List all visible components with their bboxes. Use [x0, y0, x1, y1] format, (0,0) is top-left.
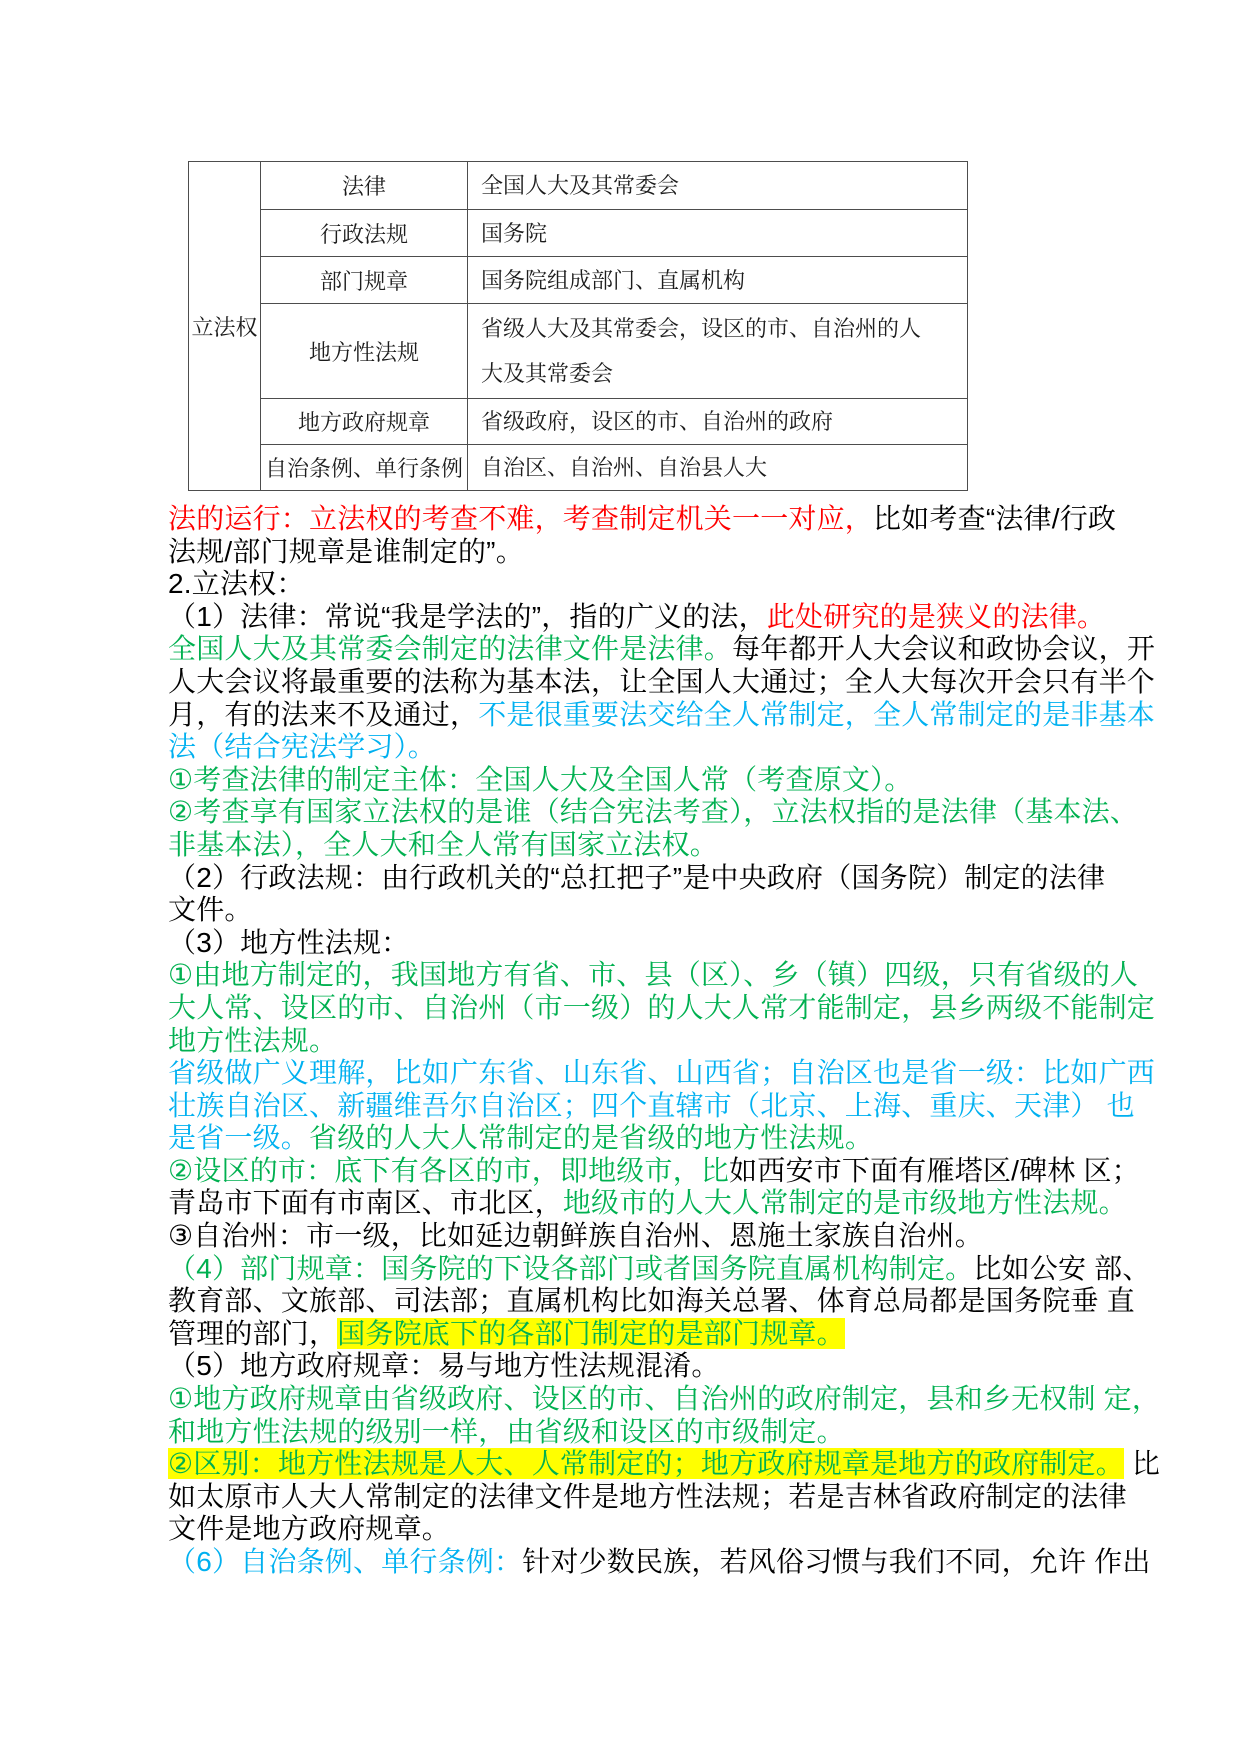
text-line [168, 1122, 1078, 1155]
category-cell: 地方政府规章 [261, 399, 468, 445]
text-run: 教育部、文旅部、司法部；直属机构比如海关总署、体育总局都是国务院垂 直 [168, 1285, 1135, 1317]
table-row [189, 210, 968, 257]
text-run: 人大会议将最重要的法称为基本法，让全国人大通过；全人大每次开会只有半个 [168, 665, 1156, 697]
maker-cell: 省级政府，设区的市、自治州的政府 [468, 399, 968, 445]
text-line [168, 731, 1078, 764]
table-row [189, 304, 968, 399]
text-run: （5）地方政府规章：易与地方性法规混淆。 [168, 1350, 720, 1382]
text-run: ①由地方制定的，我国地方有省、市、县（区）、乡（镇）四级，只有省级的人 [168, 959, 1139, 991]
text-line [168, 1154, 1140, 1188]
text-run: 和地方性法规的级别一样，由省级和设区的市级制定。 [168, 1415, 845, 1447]
table-row [189, 399, 968, 445]
text-run: （6）自治条例、单行条例： [168, 1546, 523, 1577]
text-line [168, 503, 1117, 536]
text-line [168, 861, 1106, 895]
text-line [168, 1318, 1078, 1351]
category-cell: 法律 [261, 162, 468, 210]
text-run: ②考查享有国家立法权的是谁（结合宪法考查），立法权指的是法律（基本法、 [168, 796, 1139, 828]
text-run: （1）法律：常说“我是学法的”，指的广义的法， [168, 600, 767, 632]
text-line [168, 1546, 1151, 1579]
maker-cell: 省级人大及其常委会，设区的市、自治州的人大及其常委会 [468, 304, 968, 399]
text-line [168, 1220, 1078, 1253]
category-cell: 自治条例、单行条例 [261, 445, 468, 491]
text-run: 此处研究的是狭义的法律。 [766, 600, 1106, 632]
text-line [168, 568, 1078, 601]
category-cell: 部门规章 [261, 257, 468, 304]
text-line [168, 829, 1078, 862]
text-line [168, 1513, 1078, 1546]
text-line [168, 698, 1156, 732]
text-run: ①地方政府规章由省级政府、设区的市、自治州的政府制定，县和乡无权制 定， [168, 1383, 1161, 1415]
text-line [168, 959, 1139, 992]
text-line [168, 1057, 1156, 1090]
text-run: ②区别：地方性法规是人大、人常制定的；地方政府规章是地方的政府制定。 [168, 1448, 1124, 1480]
text-line [168, 536, 1078, 569]
notes-text [168, 503, 1161, 1579]
text-line [168, 1383, 1161, 1416]
text-run: 法（结合宪法学习）。 [168, 731, 437, 763]
text-run: 地方性法规。 [168, 1024, 338, 1056]
text-line [168, 894, 1078, 927]
text-line [168, 1448, 1161, 1481]
text-line [168, 1252, 1151, 1286]
text-run: ①考查法律的制定主体：全国人大及全国人常（考查原文）。 [168, 763, 913, 795]
maker-cell: 国务院组成部门、直属机构 [468, 257, 968, 304]
text-line [168, 1285, 1135, 1318]
text-run: 如西安市下面有雁塔区/碑林 区； [729, 1154, 1140, 1186]
table-row [189, 257, 968, 304]
text-run: 针对少数民族，若风俗习惯与我们不同，允许 作出 [522, 1546, 1151, 1577]
text-run: 大人常、设区的市、自治州（市一级）的人大人常才能制定，县乡两级不能制定 [168, 991, 1156, 1023]
text-run: ②设区的市：底下有各区的市，即地级市，比 [168, 1154, 730, 1186]
text-run: 地级市的人大人常制定的是市级地方性法规。 [562, 1187, 1127, 1219]
legislation-table [188, 161, 968, 491]
legislation-table-body [189, 162, 968, 491]
table-row [189, 162, 968, 210]
text-line [168, 1025, 1078, 1058]
text-run: 不是很重要法交给全人常制定，全人常制定的是非基本 [478, 698, 1156, 730]
text-run: （4）部门规章：国务院的下设各部门或者国务院直属机构制定。 [168, 1252, 974, 1284]
category-cell: 行政法规 [261, 210, 468, 257]
text-run: 法的运行：立法权的考查不难，考查制定机关一一对应， [168, 503, 874, 534]
text-line [168, 991, 1156, 1025]
text-run: 2.立法权： [168, 568, 305, 600]
text-run: ③自治州：市一级，比如延边朝鲜族自治州、恩施土家族自治州。 [168, 1220, 983, 1252]
text-line [168, 665, 1156, 699]
text-run: 是省一级。 [168, 1122, 310, 1154]
maker-cell: 国务院 [468, 210, 968, 257]
text-run: 文件。 [168, 894, 253, 926]
text-line [168, 600, 1106, 634]
text-run: 比如公安 部、 [973, 1252, 1151, 1284]
text-line [168, 1350, 1078, 1383]
text-run: 文件是地方政府规章。 [168, 1513, 451, 1545]
text-run: 省级做广义理解，比如广东省、山东省、山西省；自治区也是省一级：比如广西 [168, 1057, 1156, 1089]
text-run: 非基本法），全人大和全人常有国家立法权。 [168, 828, 719, 860]
text-line [168, 927, 1078, 960]
text-run: 国务院底下的各部门制定的是部门规章。 [337, 1317, 845, 1349]
table-row [189, 445, 968, 491]
text-run: 全国人大及其常委会制定的法律文件是法律。 [168, 633, 733, 665]
text-run: （2）行政法规：由行政机关的“总扛把子”是中央政府（国务院）制定的法律 [168, 861, 1106, 893]
text-line [168, 1187, 1127, 1220]
text-run: 省级的人大人常制定的是省级的地方性法规。 [309, 1122, 874, 1154]
text-line [168, 764, 1078, 797]
text-run: 比如考查“法律/行政 [873, 503, 1117, 534]
text-run: 每年都开人大会议和政协会议，开 [732, 633, 1156, 665]
maker-cell: 全国人大及其常委会 [468, 162, 968, 210]
table-span-header: 立法权 [189, 162, 261, 491]
text-run: 如太原市人大人常制定的法律文件是地方性法规；若是吉林省政府制定的法律 [168, 1480, 1127, 1512]
text-line [168, 1480, 1127, 1514]
text-run: （3）地方性法规： [168, 926, 410, 958]
maker-cell: 自治区、自治州、自治县人大 [468, 445, 968, 491]
text-run: 月，有的法来不及通过， [168, 698, 479, 730]
text-run: 比 [1123, 1448, 1161, 1480]
text-run: 青岛市下面有市南区、市北区， [168, 1187, 563, 1219]
text-line [168, 1089, 1135, 1123]
text-line [168, 796, 1139, 829]
text-line [168, 1416, 1078, 1449]
text-line [168, 633, 1156, 666]
text-run: 壮族自治区、新疆维吾尔自治区；四个直辖市（北京、上海、重庆、天津） 也 [168, 1089, 1135, 1121]
text-run: 法规/部门规章是谁制定的”。 [168, 535, 524, 567]
text-run: 管理的部门， [168, 1317, 338, 1349]
category-cell: 地方性法规 [261, 304, 468, 399]
